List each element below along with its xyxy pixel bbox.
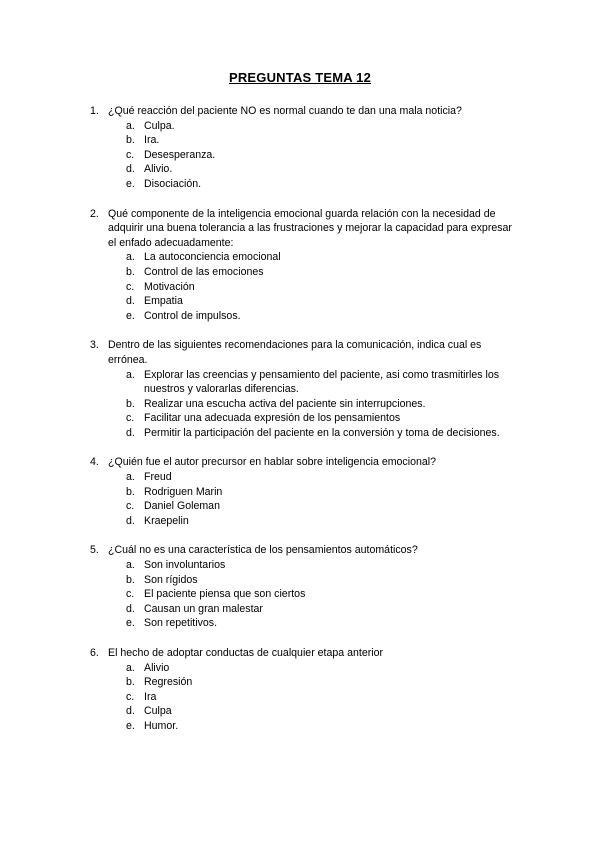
option-text: Realizar una escucha activa del paciente sin interrupciones. xyxy=(144,397,426,410)
question-row xyxy=(0,646,600,661)
option-letter: e. xyxy=(126,309,135,322)
option-text: Control de las emociones xyxy=(144,265,264,278)
question-text: Dentro de las siguientes recomendaciones para la comunicación, indica cual es errónea. xyxy=(108,339,482,366)
option-d xyxy=(0,602,600,617)
option-text: Rodriguen Marin xyxy=(144,485,223,498)
option-letter: e. xyxy=(126,177,135,190)
option-c xyxy=(0,280,600,295)
question-3 xyxy=(0,338,600,440)
question-4 xyxy=(0,455,600,528)
option-text: Alivio. xyxy=(144,163,173,176)
option-letter: b. xyxy=(126,485,135,498)
question-text: ¿Cuál no es una característica de los pensamientos automáticos? xyxy=(108,544,418,557)
option-c xyxy=(0,148,600,163)
option-letter: a. xyxy=(126,251,135,264)
option-text: Explorar las creencias y pensamiento del paciente, asi como trasmitirles los nuestros y valorarlas diferencias. xyxy=(144,368,500,396)
option-d xyxy=(0,514,600,529)
option-letter: a. xyxy=(126,661,135,674)
option-a xyxy=(0,470,600,485)
option-letter: d. xyxy=(126,705,135,718)
option-letter: e. xyxy=(126,719,135,732)
option-letter: c. xyxy=(126,690,135,703)
question-1 xyxy=(0,104,600,192)
option-letter: d. xyxy=(126,163,135,176)
option-e xyxy=(0,177,600,192)
option-text: Son rígidos xyxy=(144,573,198,586)
question-row xyxy=(0,338,600,367)
option-letter: d. xyxy=(126,514,135,527)
option-e xyxy=(0,719,600,734)
question-text: ¿Qué reacción del paciente NO es normal cuando te dan una mala noticia? xyxy=(108,105,462,117)
option-text: Son repetitivos. xyxy=(144,617,218,630)
option-letter: c. xyxy=(126,412,135,425)
option-letter: a. xyxy=(126,119,135,132)
question-number: 1. xyxy=(90,105,99,117)
option-letter: d. xyxy=(126,602,135,615)
option-a xyxy=(0,558,600,573)
option-text: Alivio xyxy=(144,661,170,674)
option-c xyxy=(0,411,600,426)
option-d xyxy=(0,426,600,441)
option-b xyxy=(0,397,600,412)
option-text: Desesperanza. xyxy=(144,148,216,161)
option-b xyxy=(0,573,600,588)
option-letter: c. xyxy=(126,588,135,601)
option-letter: c. xyxy=(126,500,135,513)
option-a xyxy=(0,661,600,676)
question-5 xyxy=(0,543,600,631)
option-d xyxy=(0,294,600,309)
question-6 xyxy=(0,646,600,734)
option-b xyxy=(0,675,600,690)
option-c xyxy=(0,587,600,602)
question-list xyxy=(0,104,600,749)
question-number: 5. xyxy=(90,544,99,557)
option-letter: b. xyxy=(126,134,135,147)
option-text: Freud xyxy=(144,471,172,484)
option-e xyxy=(0,616,600,631)
option-letter: e. xyxy=(126,617,135,630)
option-text: Control de impulsos. xyxy=(144,309,241,322)
option-a xyxy=(0,119,600,134)
option-text: Causan un gran malestar xyxy=(144,602,263,615)
option-text: Motivación xyxy=(144,280,195,293)
question-row xyxy=(0,104,600,119)
option-a xyxy=(0,250,600,265)
option-letter: a. xyxy=(126,471,135,484)
question-row xyxy=(0,455,600,470)
option-letter: c. xyxy=(126,148,135,161)
option-text: Culpa xyxy=(144,705,172,718)
option-text: El paciente piensa que son ciertos xyxy=(144,588,306,601)
option-letter: a. xyxy=(126,368,135,381)
option-letter: d. xyxy=(126,426,135,439)
option-c xyxy=(0,499,600,514)
option-b xyxy=(0,265,600,280)
option-letter: b. xyxy=(126,265,135,278)
option-text: Son involuntarios xyxy=(144,559,226,572)
option-text: Permitir la participación del paciente en la conversión y toma de decisiones. xyxy=(144,426,500,439)
option-text: Ira xyxy=(144,690,157,703)
question-text: Qué componente de la inteligencia emocional guarda relación con la necesidad de adquirir una buena tolerancia a las frustraciones y mejorar la capacidad para expresar el enfado adecuadamente: xyxy=(108,207,512,249)
question-number: 6. xyxy=(90,647,99,659)
option-b xyxy=(0,485,600,500)
option-text: Kraepelin xyxy=(144,514,189,527)
option-text: Facilitar una adecuada expresión de los pensamientos xyxy=(144,412,401,425)
question-text: ¿Quién fue el autor precursor en hablar sobre inteligencia emocional? xyxy=(108,456,437,469)
option-text: Daniel Goleman xyxy=(144,500,220,513)
option-text: Culpa. xyxy=(144,119,175,132)
option-letter: d. xyxy=(126,295,135,308)
question-row xyxy=(0,543,600,558)
question-number: 3. xyxy=(90,339,99,352)
option-text: Ira. xyxy=(144,134,160,147)
question-number: 4. xyxy=(90,456,99,469)
question-text: El hecho de adoptar conductas de cualquier etapa anterior xyxy=(108,647,384,659)
option-a xyxy=(0,368,600,397)
option-letter: b. xyxy=(126,573,135,586)
question-2 xyxy=(0,207,600,324)
question-row xyxy=(0,207,600,251)
option-text: Humor. xyxy=(144,719,179,732)
option-text: Empatia xyxy=(144,295,183,308)
option-text: Disociación. xyxy=(144,177,202,190)
option-letter: b. xyxy=(126,676,135,689)
question-number: 2. xyxy=(90,207,99,220)
option-d xyxy=(0,704,600,719)
option-letter: b. xyxy=(126,397,135,410)
option-b xyxy=(0,133,600,148)
option-text: La autoconciencia emocional xyxy=(144,251,281,264)
page-title: PREGUNTAS TEMA 12 xyxy=(228,70,372,85)
option-e xyxy=(0,309,600,324)
option-d xyxy=(0,162,600,177)
option-text: Regresión xyxy=(144,676,193,689)
option-letter: a. xyxy=(126,559,135,572)
option-c xyxy=(0,690,600,705)
option-letter: c. xyxy=(126,280,135,293)
